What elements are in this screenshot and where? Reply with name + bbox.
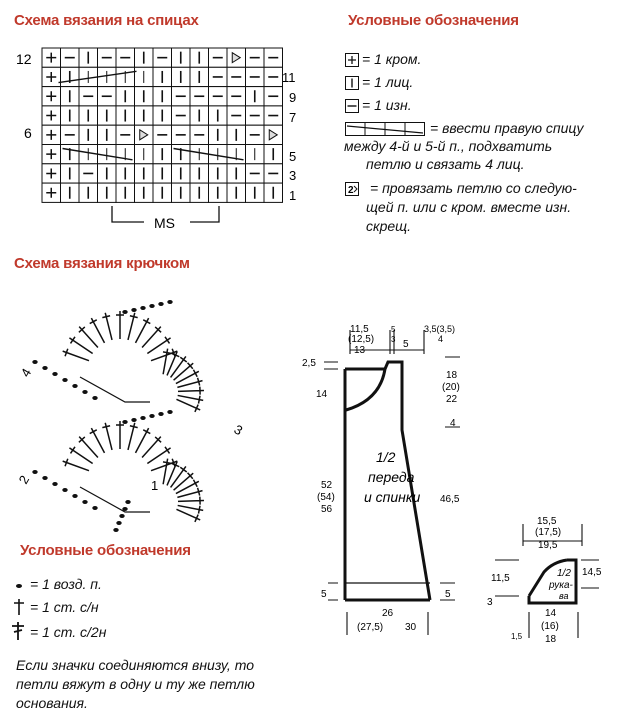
crochet-note-line2: петли вяжут в одну и ту же петлю [16,676,255,692]
double-crochet-mark [167,351,179,375]
sleeve-dim-bottom-1: 14 [545,608,557,619]
double-crochet-mark [63,349,89,361]
double-crochet-mark [174,473,194,490]
body-dim-left-6: 5 [321,589,327,600]
body-dim-top-3: 13 [354,345,366,356]
double-crochet-mark [174,363,194,380]
body-dim-top-1: 11,5 [350,324,369,335]
body-dim-bottom-2: (27,5) [357,622,384,633]
double-crochet-mark [116,311,124,339]
legend-chain-stitch: = 1 возд. п. [30,576,102,592]
sleeve-label-1: 1/2 [557,568,571,579]
purl2tog-icon [345,182,359,196]
double-crochet-mark [116,421,124,449]
chain-stitch-icon [14,576,24,592]
double-crochet-mark [90,428,105,453]
row-label-3: 3 [289,168,297,183]
double-crochet-mark [128,423,138,450]
svg-text:2: 2 [348,185,354,196]
crochet-note-line1: Если значки соединяются внизу, то [16,657,254,673]
legend-single-crochet: = 1 ст. с/н [30,599,99,615]
chain-mark [73,385,77,388]
chain-mark [123,421,127,424]
knit-legend-title: Условные обозначения [348,12,519,29]
body-label-1: 1/2 [376,449,396,465]
sleeve-dim-bottom-3: 18 [545,634,557,645]
body-label-3: и спинки [364,489,421,505]
chain-mark [63,489,67,492]
chain-mark [168,411,172,414]
motif-base-line [80,377,150,402]
double-crochet-mark [177,378,202,388]
legend-purl2tog-line1: = провязать петлю со следую- [370,180,577,196]
double-crochet-mark [142,327,161,348]
selvage-icon [345,53,359,67]
double-crochet-mark [176,370,199,384]
row-label-12: 12 [16,51,32,67]
sleeve-dim-left-2: 3 [487,597,493,608]
body-label-2: переда [368,469,415,485]
purl-icon [345,99,359,113]
row-label-6: 6 [24,125,32,141]
double-crochet-mark [135,428,150,453]
legend-selvage: = 1 кром. [362,51,422,67]
chain-mark [159,413,163,416]
chain-mark [43,477,47,480]
chain-mark [33,361,37,364]
double-crochet-mark [177,488,202,498]
chain-mark [120,515,124,518]
row-label-7: 7 [289,110,297,125]
legend-purl: = 1 изн. [362,97,412,113]
crochet-note-line3: основания. [16,695,88,711]
double-crochet-mark [102,423,112,450]
chain-mark [159,303,163,306]
legend-cable-line2: между 4-й и 5-й п., подхватить [344,138,553,154]
chain-mark [53,483,57,486]
row-label-11: 11 [282,70,296,85]
sleeve-dim-top-2: (17,5) [535,527,562,538]
body-dim-top-7: 3,5(3,5) [424,324,456,334]
chain-mark [33,471,37,474]
sleeve-dim-bottom-4: 1,5 [511,632,523,641]
body-dim-right-1: 18 [446,370,458,381]
chain-mark [83,391,87,394]
row-label-9: 9 [289,90,297,105]
chain-mark [53,373,57,376]
sleeve-dim-bottom-2: (16) [541,621,559,632]
body-dim-right-6: 5 [445,589,451,600]
crochet-chart [8,282,258,532]
chain-mark [141,307,145,310]
double-crochet-mark [176,399,200,412]
body-dim-right-4: 4 [450,418,456,429]
body-dim-top-4: 5 [391,325,396,334]
double-crochet-mark [167,461,179,485]
double-crochet-mark [176,509,200,522]
row-label-1: 1 [289,188,297,203]
motif-base-line [80,487,150,512]
body-dim-left-3: 52 [321,480,333,491]
body-dim-right-2: (20) [442,382,460,393]
double-crochet-mark [178,497,204,505]
sleeve-dim-right-1: 14,5 [582,567,602,578]
body-dim-left-4: (54) [317,492,335,503]
chain-mark [73,495,77,498]
legend-cable-line1: = ввести правую спицу [430,120,584,136]
double-crochet-mark [176,480,199,494]
body-dim-left-5: 56 [321,504,333,515]
chain-mark [123,508,127,511]
row-label-5: 5 [289,149,297,164]
double-crochet-mark [102,313,112,340]
knit-chart [14,44,304,244]
double-crochet-mark [90,318,105,343]
double-crochet-mark [79,327,98,348]
chain-mark [141,417,145,420]
chain-mark [132,419,136,422]
double-crochet-mark [178,387,204,395]
body-dim-top-8: 4 [438,334,444,344]
double-crochet-icon [10,620,26,642]
body-dim-top-6: 5 [403,339,409,350]
body-dim-right-5: 46,5 [440,494,460,505]
legend-purl2tog-line2: щей п. или с кром. вместе изн. [366,199,572,215]
crochet-chart-title: Схема вязания крючком [14,255,190,272]
cable-icon [345,122,425,136]
double-crochet-mark [128,313,138,340]
sleeve-label-3: ва [559,591,569,601]
chain-mark [117,522,121,525]
chain-mark [114,529,118,532]
sleeve-dim-top-1: 15,5 [537,516,557,527]
body-dim-bottom-1: 26 [382,608,394,619]
sleeve-schematic [483,508,608,658]
chain-mark [63,379,67,382]
sleeve-dim-left-1: 11,5 [491,573,510,584]
double-crochet-mark [79,437,98,458]
crochet-label-2: 2 [15,472,33,487]
chain-mark [93,397,97,400]
repeat-label: MS [154,215,175,231]
legend-cable-line3: петлю и связать 4 лиц. [366,156,525,172]
crochet-label-1: 1 [151,478,159,493]
double-crochet-mark [142,437,161,458]
double-crochet-mark [63,459,89,471]
double-crochet-mark [135,318,150,343]
double-crochet-mark [69,337,92,354]
chain-mark [126,501,130,504]
body-dim-left-2: 14 [316,389,328,400]
chain-mark [83,501,87,504]
legend-purl2tog-line3: скрещ. [366,218,411,234]
crochet-label-4: 4 [17,365,35,380]
chain-mark [132,309,136,312]
sleeve-dim-top-3: 19,5 [538,540,558,551]
legend-double-crochet: = 1 ст. с/2н [30,624,107,640]
body-dim-right-3: 22 [446,394,458,405]
body-schematic [290,310,480,640]
crochet-legend-title: Условные обозначения [20,542,191,559]
knit-icon [345,76,359,90]
chain-mark [93,507,97,510]
chain-mark [43,367,47,370]
double-crochet-mark [69,447,92,464]
single-crochet-icon [12,597,26,617]
chain-mark [168,301,172,304]
chain-mark [123,311,127,314]
body-dim-bottom-3: 30 [405,622,417,633]
chain-mark [150,305,154,308]
knit-chart-title: Схема вязания на спицах [14,12,199,29]
body-dim-left-1: 2,5 [302,358,316,369]
crochet-label-3: 3 [231,421,246,439]
body-dim-top-5: 3 [391,335,396,344]
sleeve-label-2: рука- [549,580,573,591]
chain-mark [150,415,154,418]
legend-knit: = 1 лиц. [362,74,414,90]
body-dim-top-2: (12,5) [348,334,375,345]
